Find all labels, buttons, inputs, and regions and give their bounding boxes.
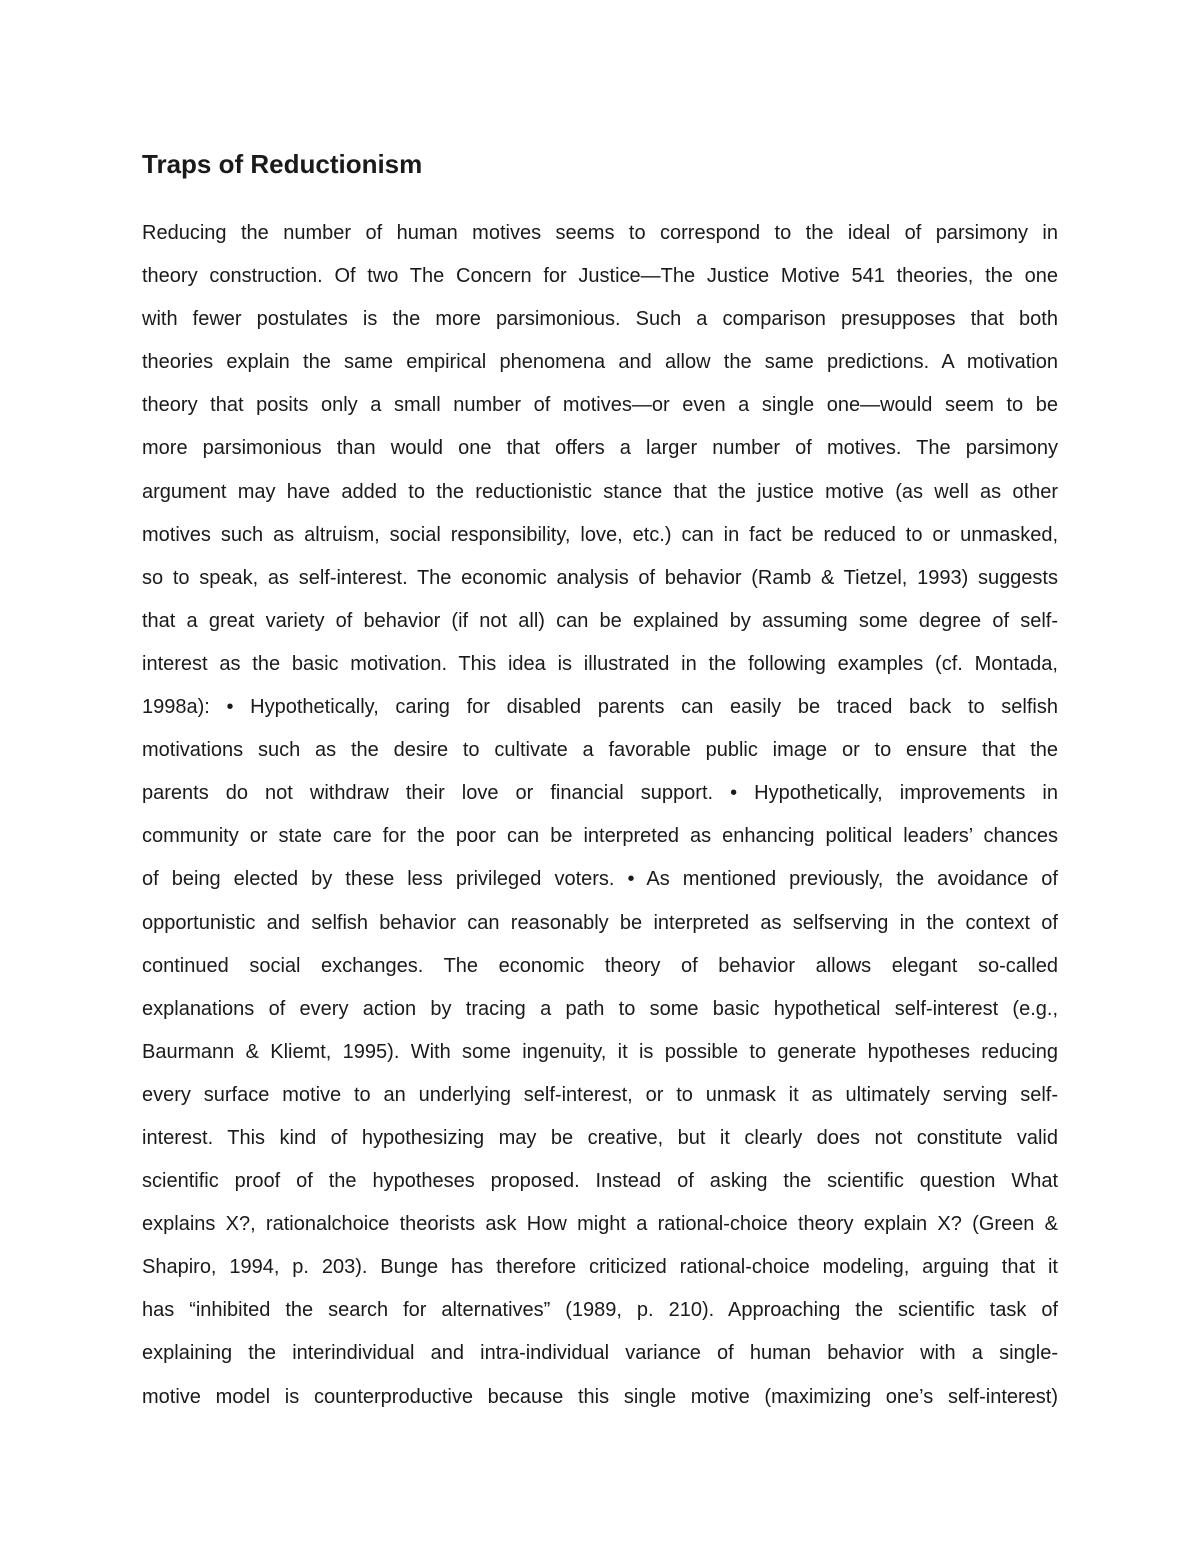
text-line: community or state care for the poor can be interpreted as enhancing political leaders’ chances <box>142 825 1058 848</box>
text-line: theories explain the same empirical phenomena and allow the same predictions. A motivation <box>142 351 1058 374</box>
text-line: with fewer postulates is the more parsimonious. Such a comparison presupposes that both <box>142 308 1058 331</box>
text-line: motives such as altruism, social responsibility, love, etc.) can in fact be reduced to or unmasked, <box>142 523 1058 546</box>
text-line: motive model is counterproductive because this single motive (maximizing one’s self-interest) <box>142 1385 1058 1408</box>
text-line: explanations of every action by tracing a path to some basic hypothetical self-interest (e.g., <box>142 997 1058 1020</box>
text-line: Shapiro, 1994, p. 203). Bunge has therefore criticized rational-choice modeling, arguing that it <box>142 1256 1058 1279</box>
text-line: theory that posits only a small number of motives—or even a single one—would seem to be <box>142 394 1058 417</box>
text-line: that a great variety of behavior (if not all) can be explained by assuming some degree of self- <box>142 609 1058 632</box>
text-line: explaining the interindividual and intra-individual variance of human behavior with a single- <box>142 1342 1058 1365</box>
text-line: parents do not withdraw their love or financial support. • Hypothetically, improvements in <box>142 782 1058 805</box>
page-title: Traps of Reductionism <box>142 149 423 179</box>
body-paragraph <box>142 212 1058 1419</box>
text-line: argument may have added to the reductionistic stance that the justice motive (as well as other <box>142 480 1058 503</box>
text-line: Baurmann & Kliemt, 1995). With some ingenuity, it is possible to generate hypotheses reducing <box>142 1040 1058 1063</box>
text-line: of being elected by these less privileged voters. • As mentioned previously, the avoidance of <box>142 868 1058 891</box>
text-line: more parsimonious than would one that offers a larger number of motives. The parsimony <box>142 437 1058 460</box>
text-line: so to speak, as self-interest. The economic analysis of behavior (Ramb & Tietzel, 1993) suggests <box>142 566 1058 589</box>
text-line: theory construction. Of two The Concern for Justice—The Justice Motive 541 theories, the one <box>142 265 1058 288</box>
text-line: opportunistic and selfish behavior can reasonably be interpreted as selfserving in the context of <box>142 911 1058 934</box>
text-line: scientific proof of the hypotheses proposed. Instead of asking the scientific question What <box>142 1170 1058 1193</box>
text-line: interest. This kind of hypothesizing may be creative, but it clearly does not constitute valid <box>142 1126 1058 1149</box>
text-line: has “inhibited the search for alternatives” (1989, p. 210). Approaching the scientific task of <box>142 1299 1058 1322</box>
text-line: 1998a): • Hypothetically, caring for disabled parents can easily be traced back to selfish <box>142 696 1058 719</box>
text-line: motivations such as the desire to cultivate a favorable public image or to ensure that the <box>142 739 1058 762</box>
text-line: Reducing the number of human motives seems to correspond to the ideal of parsimony in <box>142 222 1058 244</box>
text-line: continued social exchanges. The economic theory of behavior allows elegant so-called <box>142 954 1058 977</box>
text-line: explains X?, rationalchoice theorists ask How might a rational-choice theory explain X? (Green & <box>142 1213 1058 1236</box>
text-line: every surface motive to an underlying self-interest, or to unmask it as ultimately serving self- <box>142 1083 1058 1106</box>
text-line: interest as the basic motivation. This idea is illustrated in the following examples (cf. Montada, <box>142 652 1058 675</box>
